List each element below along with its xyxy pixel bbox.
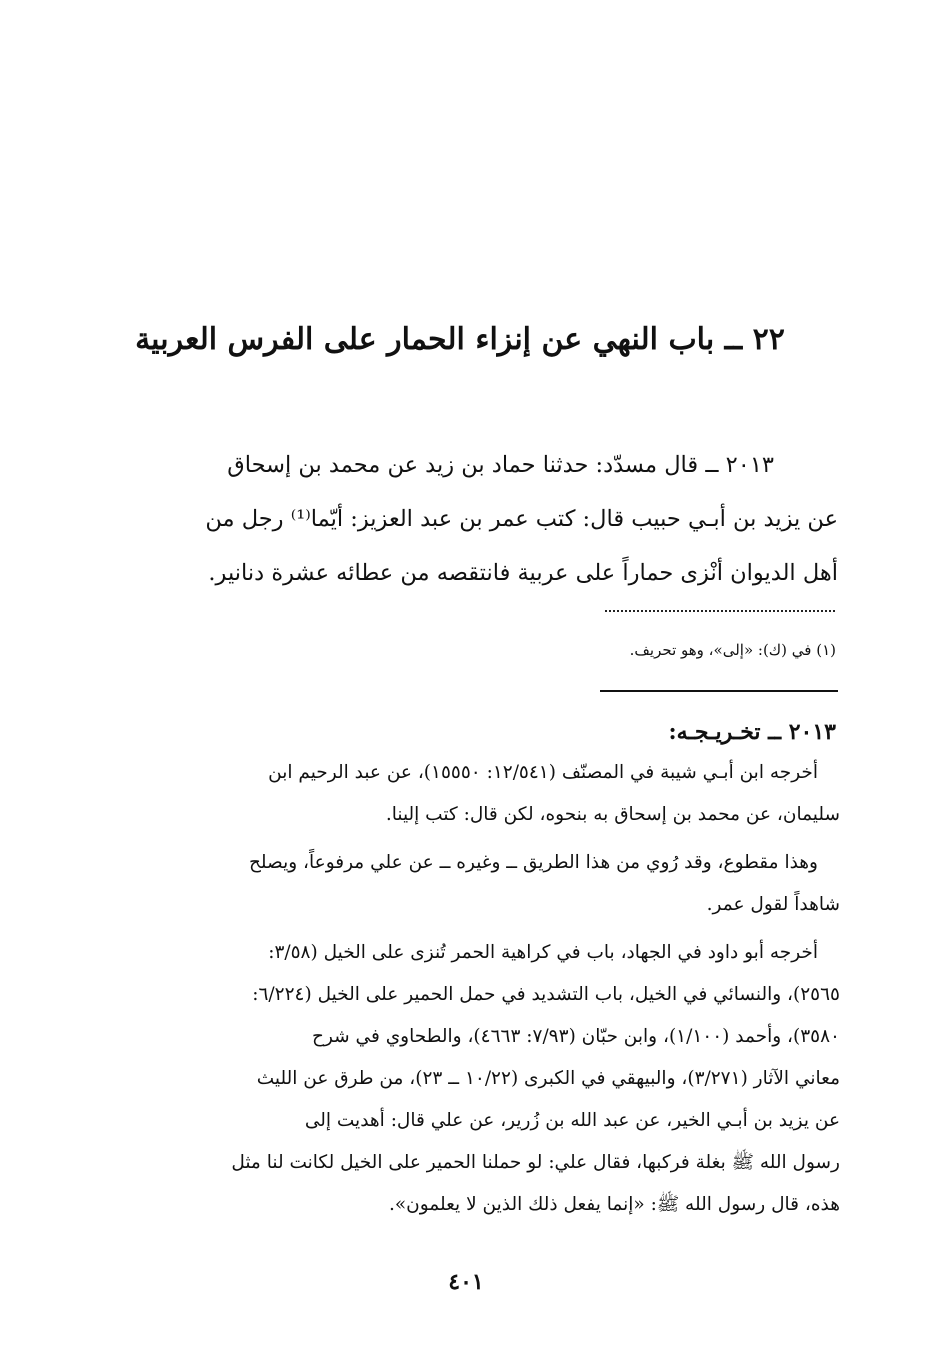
hadith-text (112, 438, 838, 600)
hadith-line: أهل الديوان أنْزى حماراً على عربية فانتقصه من عطائه عشرة دنانير. (208, 560, 838, 586)
footnote: (١) في (ك): «إلى»، وهو تحريف. (629, 641, 836, 659)
takhrij-line: معاني الآثار (٣/٢٧١)، والبيهقي في الكبرى (١٠/٢٢ ــ ٢٣)، من طرق عن الليث (256, 1068, 840, 1089)
takhrij-line: أخرجه ابن أبـي شيبة في المصنّف (١٢/٥٤١: ١٥٥٥٠)، عن عبد الرحيم ابن (268, 762, 818, 783)
footnote-separator (605, 610, 835, 612)
takhrij-paragraph (112, 842, 840, 926)
takhrij-line: عن يزيد بن أبـي الخير، عن عبد الله بن زُرير، عن علي قال: أهديت إلى (304, 1110, 840, 1131)
takhrij-paragraph (112, 752, 840, 836)
hadith-line: عن يزيد بن أبـي حبيب قال: كتب عمر بن عبد العزيز: أيّما⁽¹⁾ رجل من (205, 506, 838, 532)
hadith-line: ٢٠١٣ ــ قال مسدّد: حدثنا حماد بن زيد عن محمد بن إسحاق (227, 452, 774, 478)
section-divider (600, 690, 838, 692)
takhrij-line: هذه، قال رسول الله ﷺ: «إنما يفعل ذلك الذين لا يعلمون». (388, 1194, 840, 1215)
takhrij-line: وهذا مقطوع، وقد رُوي من هذا الطريق ــ وغيره ــ عن علي مرفوعاً، ويصلح (248, 852, 818, 873)
chapter-title: ٢٢ ــ باب النهي عن إنزاء الحمار على الفرس العربية (135, 322, 785, 357)
takhrij-line: شاهداً لقول عمر. (706, 894, 840, 915)
takhrij-line: سليمان، عن محمد بن إسحاق به بنحوه، لكن قال: كتب إلينا. (385, 804, 840, 825)
takhrij-line: ٣٥٨٠)، وأحمد (١/١٠٠)، وابن حبّان (٧/٩٣: ٤٦٦٣)، والطحاوي في شرح (312, 1026, 840, 1047)
page-number: ٤٠١ (448, 1269, 484, 1295)
takhrij-heading: ٢٠١٣ ــ تخـريـجـه: (668, 719, 836, 745)
takhrij-text (112, 752, 840, 1232)
takhrij-line: رسول الله ﷺ بغلة فركبها، فقال علي: لو حملنا الحمير على الخيل لكانت لنا مثل (231, 1152, 840, 1173)
takhrij-paragraph (112, 932, 840, 1226)
takhrij-line: أخرجه أبو داود في الجهاد، باب في كراهية الحمر تُنزى على الخيل (٣/٥٨: (268, 942, 818, 963)
takhrij-line: ٢٥٦٥)، والنسائي في الخيل، باب التشديد في حمل الحمير على الخيل (٦/٢٢٤: (252, 984, 840, 1005)
